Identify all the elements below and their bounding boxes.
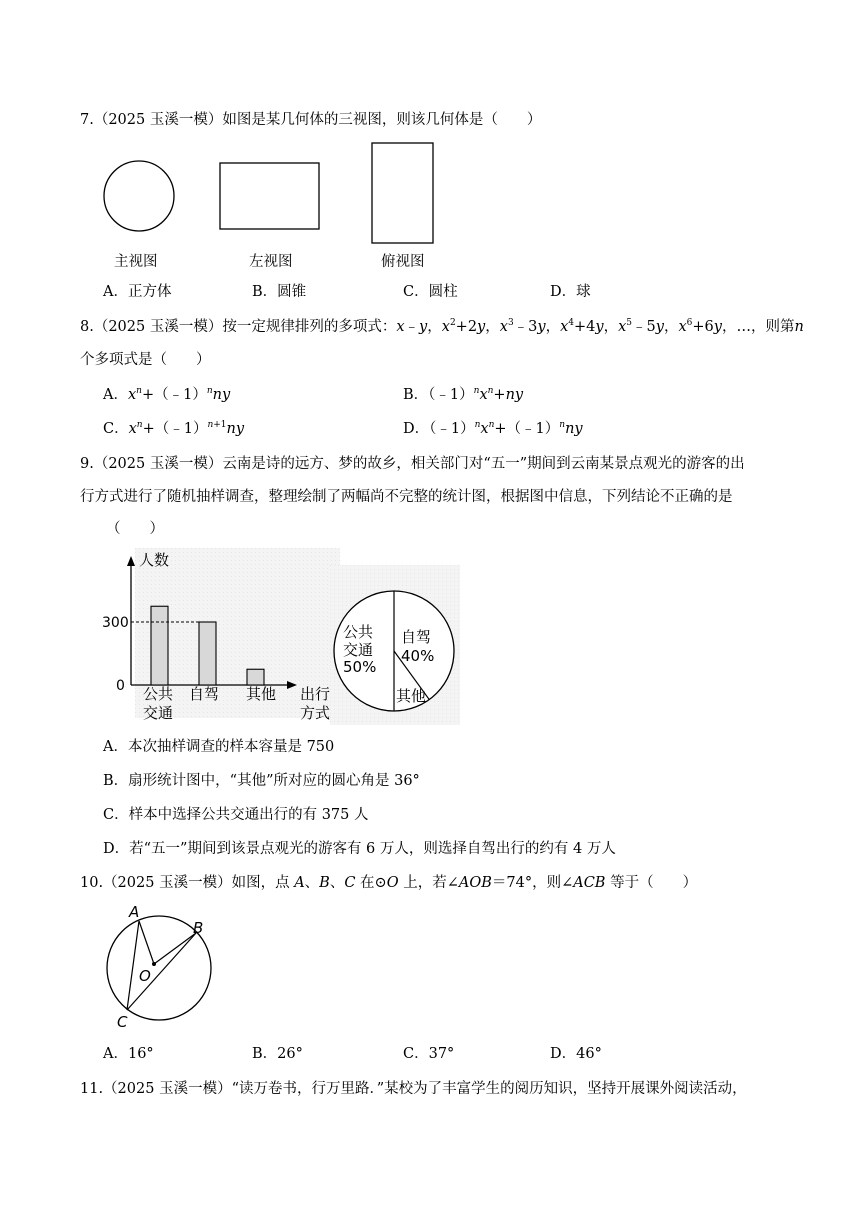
bar-0	[151, 606, 168, 685]
q8-option-d[interactable]: D．$(﹣1)^nx^n+(﹣1)^nny$	[403, 420, 583, 437]
q9-stem-line3: （ ）	[106, 521, 164, 537]
point-label-b: B	[193, 919, 204, 937]
y-axis-title: 人数	[139, 551, 170, 569]
q10-option-b[interactable]: B．26°	[252, 1046, 303, 1062]
q8-option-c[interactable]: C．$x^n+(﹣1)^{n+1}ny$	[103, 420, 245, 437]
front-view-circle	[104, 161, 174, 231]
y-tick-0: 0	[116, 678, 125, 694]
q8-text-tail: ，…，则第	[721, 319, 795, 335]
q9-prefix: 9.（2025 玉溪一模）	[80, 456, 223, 472]
pie-label-public-line2: 交通	[343, 641, 374, 659]
q11-prefix: 11.（2025 玉溪一模）	[80, 1081, 232, 1097]
q9-stem-line1	[80, 457, 745, 472]
q7-option-d[interactable]: D．球	[550, 284, 591, 300]
front-view-label: 主视图	[114, 254, 158, 270]
three-view-figure	[95, 135, 445, 250]
q9-option-d[interactable]: D．若“五一”期间到该景点观光的游客有 6 万人，则选择自驾出行的约有 4 万人	[103, 841, 616, 857]
q10-stem	[80, 876, 697, 891]
side-view-label: 左视图	[249, 254, 293, 270]
radius-ob	[154, 933, 196, 964]
x-axis-title-line1: 出行	[300, 685, 331, 703]
pie-label-public-pct: 50%	[343, 658, 377, 676]
q7-text: 如图是某几何体的三视图，则该几何体是（ ）	[222, 112, 542, 128]
side-view-rectangle	[220, 163, 319, 229]
q10-prefix: 10.（2025 玉溪一模）	[80, 875, 232, 891]
q7-stem	[80, 113, 541, 128]
pie-label-other: 其他	[396, 687, 427, 705]
pie-label-self-drive: 自驾	[401, 628, 432, 646]
q9-option-c[interactable]: C．样本中选择公共交通出行的有 375 人	[103, 807, 369, 823]
category-label-public-line1: 公共	[143, 685, 174, 703]
q10-option-d[interactable]: D．46°	[550, 1046, 602, 1062]
pie-label-self-drive-pct: 40%	[401, 647, 435, 665]
q8-stem-line1	[80, 320, 804, 335]
bar-1	[199, 622, 216, 685]
center-point-o	[152, 962, 156, 966]
q10-text: 如图，点 A、B、C 在⊙O 上，若∠AOB＝74°，则∠ACB 等于（ ）	[231, 875, 698, 891]
point-label-o: O	[139, 967, 151, 985]
x-axis-title-line2: 方式	[300, 704, 331, 722]
point-label-c: C	[117, 1013, 128, 1031]
pie-label-public-line1: 公共	[343, 623, 374, 641]
pie-chart	[330, 565, 460, 725]
q7-prefix: 7.（2025 玉溪一模）	[80, 112, 223, 128]
point-label-a: A	[129, 903, 140, 921]
q9-option-a[interactable]: A．本次抽样调查的样本容量是 750	[103, 739, 335, 755]
q11-stem	[80, 1082, 747, 1097]
category-label-self-drive: 自驾	[189, 685, 220, 703]
circle-figure	[95, 903, 225, 1033]
top-view-label: 俯视图	[381, 254, 425, 270]
top-view-rectangle	[372, 143, 433, 243]
category-label-public-line2: 交通	[143, 704, 174, 722]
q7-option-c[interactable]: C．圆柱	[403, 284, 458, 300]
q7-option-b[interactable]: B．圆锥	[252, 284, 307, 300]
chord-ca	[127, 921, 139, 1010]
y-axis-arrow	[127, 556, 135, 566]
q8-option-a[interactable]: A．$x^n+(﹣1)^nny$	[103, 386, 231, 403]
radius-oa	[139, 921, 154, 964]
q8-stem-line2: 个多项式是（ ）	[80, 352, 211, 368]
y-tick-300: 300	[102, 615, 129, 631]
q10-option-a[interactable]: A．16°	[103, 1046, 154, 1062]
category-label-other: 其他	[246, 685, 277, 703]
q8-polynomial-sequence: x﹣y，$x^2+2y$，$x^3﹣3y$，$x^4+4y$，$x^5﹣5y$，$x^6+6y$	[396, 318, 722, 335]
q7-option-a[interactable]: A．正方体	[103, 284, 172, 300]
bar-chart	[95, 548, 340, 726]
q9-stem-line2: 行方式进行了随机抽样调查，整理绘制了两幅尚不完整的统计图，根据图中信息，下列结论不正确的是	[80, 489, 733, 505]
q8-n: n	[794, 319, 804, 335]
q9-option-b[interactable]: B．扇形统计图中，“其他”所对应的圆心角是 36°	[103, 773, 420, 789]
q9-text: 云南是诗的远方、梦的故乡，相关部门对“五一”期间到云南某景点观光的游客的出	[222, 456, 745, 472]
q8-option-b[interactable]: B．$(﹣1)^nx^n+ny$	[403, 386, 524, 403]
q8-text: 按一定规律排列的多项式：	[222, 319, 397, 335]
bar-2	[247, 669, 264, 685]
q8-prefix: 8.（2025 玉溪一模）	[80, 319, 223, 335]
chord-cb	[127, 933, 196, 1010]
q11-text: “读万卷书，行万里路．”某校为了丰富学生的阅历知识，坚持开展课外阅读活动，	[231, 1081, 747, 1097]
q10-option-c[interactable]: C．37°	[403, 1046, 455, 1062]
